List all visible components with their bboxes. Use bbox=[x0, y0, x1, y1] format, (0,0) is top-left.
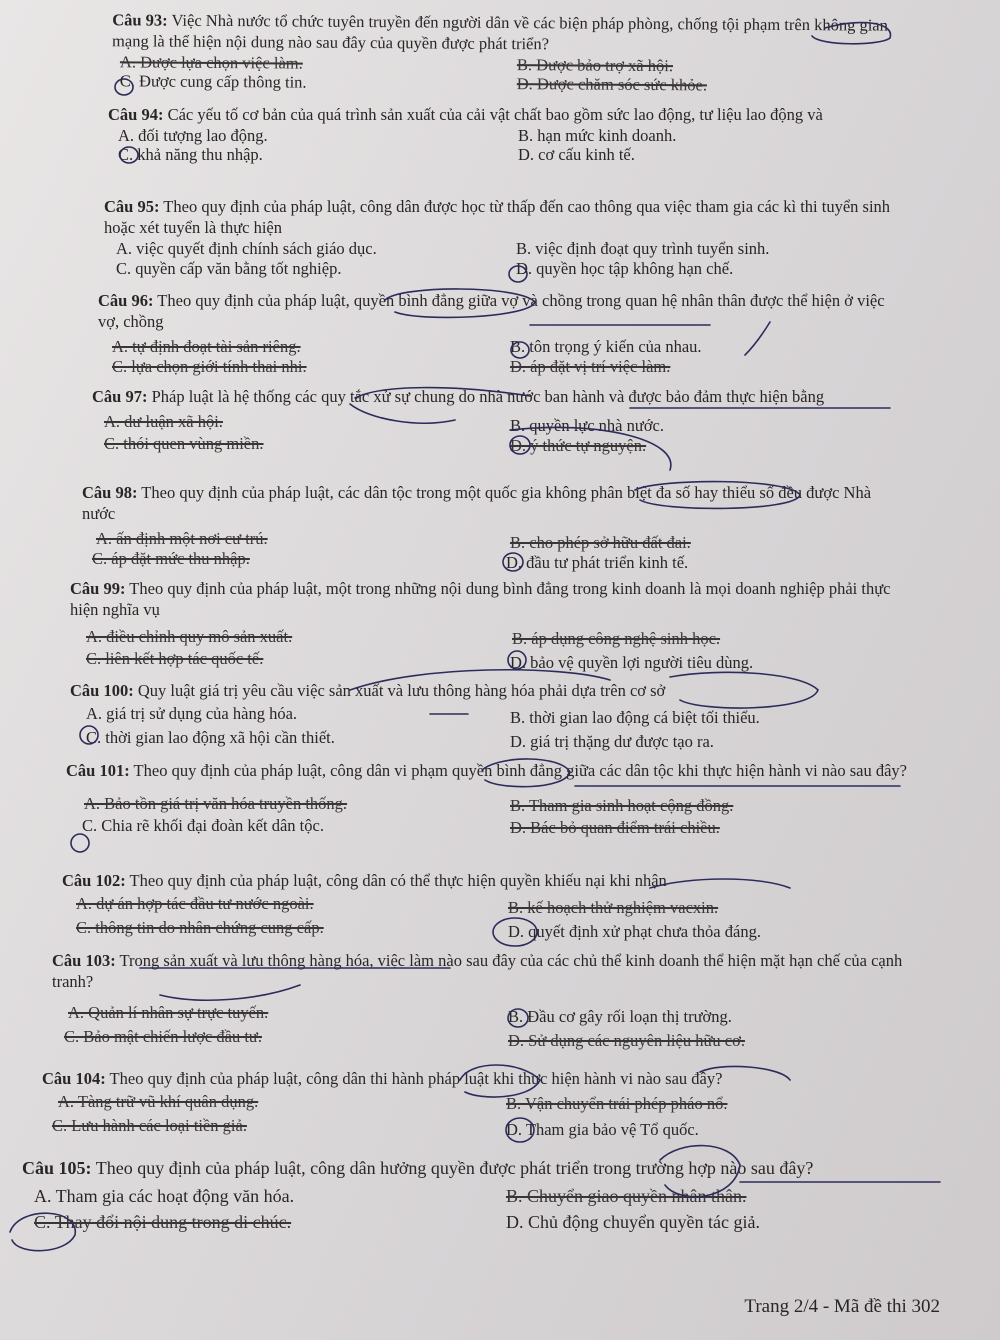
question-95 bbox=[104, 196, 899, 282]
option-a: A. việc quyết định chính sách giáo dục. bbox=[116, 239, 377, 258]
question-stem bbox=[52, 950, 932, 992]
options bbox=[92, 407, 902, 455]
option-a: A. Quản lí nhân sự trực tuyến. bbox=[68, 1003, 269, 1022]
option-c: C. Chia rẽ khối đại đoàn kết dân tộc. bbox=[82, 816, 324, 835]
option-b: B. Chuyển giao quyền nhân thân. bbox=[506, 1186, 747, 1206]
option-b: B. Được bảo trợ xã hội. bbox=[516, 55, 674, 76]
option-c: C. thông tin do nhân chứng cung cấp. bbox=[76, 918, 324, 937]
question-number: Câu 97: bbox=[92, 387, 148, 406]
question-94 bbox=[108, 104, 898, 169]
page-footer: Trang 2/4 - Mã đề thi 302 bbox=[744, 1296, 940, 1317]
question-text: Theo quy định của pháp luật, một trong những nội dung bình đẳng trong kinh doanh là mọi doanh nghiệp phải thực hiện nghĩa vụ bbox=[70, 579, 891, 619]
question-number: Câu 94: bbox=[108, 105, 164, 124]
option-b: B. Vận chuyển trái phép pháo nổ. bbox=[506, 1094, 728, 1113]
option-b: B. thời gian lao động cá biệt tối thiểu. bbox=[510, 708, 760, 727]
option-d: D. quyền học tập không hạn chế. bbox=[516, 259, 734, 278]
question-text: Theo quy định của pháp luật, công dân vi phạm quyền bình đẳng giữa các dân tộc khi thực hiện hành vi nào sau đây? bbox=[133, 761, 908, 780]
option-a: A. tự định đoạt tài sản riêng. bbox=[112, 337, 301, 356]
question-96 bbox=[98, 290, 900, 376]
option-d: D. áp đặt vị trí việc làm. bbox=[510, 357, 671, 376]
question-stem bbox=[104, 196, 899, 238]
option-a: A. điều chỉnh quy mô sản xuất. bbox=[86, 627, 293, 646]
question-stem bbox=[62, 870, 932, 891]
question-number: Câu 96: bbox=[98, 291, 154, 310]
option-d: D. Chủ động chuyển quyền tác giả. bbox=[506, 1212, 760, 1232]
question-text: Pháp luật là hệ thống các quy tắc xử sự chung do nhà nước ban hành và được bảo đảm thực hiện bằng bbox=[151, 387, 825, 406]
question-stem bbox=[98, 290, 900, 332]
option-d: D. quyết định xử phạt chưa thỏa đáng. bbox=[508, 922, 761, 941]
question-101 bbox=[66, 760, 926, 837]
option-a: A. giá trị sử dụng của hàng hóa. bbox=[86, 704, 298, 723]
options bbox=[104, 238, 899, 282]
option-d: D. Sử dụng các nguyên liệu hữu cơ. bbox=[508, 1031, 745, 1050]
question-number: Câu 100: bbox=[70, 681, 134, 700]
option-c: C. thời gian lao động xã hội cần thiết. bbox=[86, 728, 335, 747]
question-number: Câu 104: bbox=[42, 1069, 106, 1088]
option-b: B. tôn trọng ý kiến của nhau. bbox=[510, 337, 702, 356]
answer-circle-101 bbox=[71, 834, 89, 852]
question-103 bbox=[52, 950, 932, 1050]
question-104 bbox=[42, 1068, 932, 1139]
option-b: B. hạn mức kinh doanh. bbox=[518, 126, 677, 145]
option-b: B. quyền lực nhà nước. bbox=[510, 416, 664, 435]
option-a: A. Được lựa chọn việc làm. bbox=[119, 52, 303, 73]
question-text: Theo quy định của pháp luật, quyền bình đẳng giữa vợ và chồng trong quan hệ nhân thân được thể hiện ở việc vợ, chồng bbox=[98, 291, 885, 331]
option-a: A. Tham gia các hoạt động văn hóa. bbox=[34, 1186, 295, 1206]
question-number: Câu 93: bbox=[112, 10, 168, 30]
question-number: Câu 95: bbox=[104, 197, 160, 216]
options bbox=[98, 332, 900, 376]
option-d: D. cơ cấu kinh tế. bbox=[518, 145, 635, 164]
question-98 bbox=[82, 482, 902, 572]
option-c: C. khả năng thu nhập. bbox=[118, 145, 263, 164]
question-number: Câu 105: bbox=[22, 1158, 92, 1178]
option-d: D. bảo vệ quyền lợi người tiêu dùng. bbox=[510, 653, 754, 672]
question-stem bbox=[112, 9, 902, 57]
options bbox=[70, 701, 910, 751]
option-a: A. Tàng trữ vũ khí quân dụng. bbox=[58, 1092, 259, 1111]
option-c: C. quyền cấp văn bằng tốt nghiệp. bbox=[116, 259, 342, 278]
options bbox=[22, 1180, 942, 1232]
options bbox=[70, 620, 910, 672]
option-c: C. Thay đổi nội dung trong di chúc. bbox=[34, 1212, 292, 1232]
question-text: Theo quy định của pháp luật, công dân hưởng quyền được phát triển trong trường hợp nào sau đây? bbox=[95, 1158, 814, 1178]
option-a: A. dự án hợp tác đầu tư nước ngoài. bbox=[76, 894, 314, 913]
question-text: Trong sản xuất và lưu thông hàng hóa, việc làm nào sau đây của các chủ thể kinh doanh thể hiện mặt hạn chế của cạnh tranh? bbox=[52, 951, 903, 991]
option-c: C. Bảo mật chiến lược đầu tư. bbox=[64, 1027, 262, 1046]
option-d: D. Tham gia bảo vệ Tổ quốc. bbox=[506, 1120, 699, 1139]
option-c: C. liên kết hợp tác quốc tế. bbox=[86, 649, 264, 668]
question-stem bbox=[70, 680, 910, 701]
question-text: Theo quy định của pháp luật, công dân thi hành pháp luật khi thực hiện hành vi nào sau đây? bbox=[109, 1069, 723, 1088]
question-stem bbox=[92, 386, 902, 407]
option-b: B. Đầu cơ gây rối loạn thị trường. bbox=[508, 1007, 732, 1026]
question-text: Theo quy định của pháp luật, công dân có thể thực hiện quyền khiếu nại khi nhận bbox=[129, 871, 667, 890]
question-number: Câu 101: bbox=[66, 761, 130, 780]
option-b: B. áp dụng công nghệ sinh học. bbox=[512, 629, 721, 648]
option-b: B. cho phép sở hữu đất đai. bbox=[510, 533, 691, 552]
options bbox=[108, 125, 898, 169]
question-97 bbox=[92, 386, 902, 455]
question-text: Theo quy định của pháp luật, các dân tộc trong một quốc gia không phân biệt đa số hay thiểu số đều được Nhà nước bbox=[82, 483, 872, 523]
question-number: Câu 99: bbox=[70, 579, 126, 598]
question-stem bbox=[42, 1068, 932, 1089]
option-d: D. giá trị thặng dư được tạo ra. bbox=[510, 732, 714, 751]
option-a: A. dư luận xã hội. bbox=[104, 412, 223, 431]
options bbox=[52, 992, 932, 1050]
option-c: C. Lưu hành các loại tiền giả. bbox=[52, 1116, 247, 1135]
question-number: Câu 103: bbox=[52, 951, 116, 970]
option-d: D. ý thức tự nguyện. bbox=[510, 436, 647, 455]
option-c: C. Được cung cấp thông tin. bbox=[119, 71, 307, 92]
option-b: B. Tham gia sinh hoạt cộng đồng. bbox=[510, 796, 734, 815]
option-a: A. đối tượng lao động. bbox=[118, 126, 268, 145]
option-a: A. ấn định một nơi cư trú. bbox=[96, 529, 268, 548]
question-stem bbox=[70, 578, 910, 620]
option-b: B. kế hoạch thử nghiệm vacxin. bbox=[508, 898, 719, 917]
question-102 bbox=[62, 870, 932, 941]
question-105 bbox=[22, 1156, 942, 1232]
question-text: Các yếu tố cơ bản của quá trình sản xuất của cải vật chất bao gồm sức lao động, tư liệu lao động và bbox=[167, 105, 823, 124]
question-number: Câu 102: bbox=[62, 871, 126, 890]
question-93 bbox=[112, 9, 903, 101]
option-c: C. lựa chọn giới tính thai nhi. bbox=[112, 357, 307, 376]
option-a: A. Bảo tồn giá trị văn hóa truyền thống. bbox=[84, 794, 348, 813]
question-100 bbox=[70, 680, 910, 751]
question-text: Quy luật giá trị yêu cầu việc sản xuất và lưu thông hàng hóa phải dựa trên cơ sở bbox=[137, 681, 666, 700]
question-text: Việc Nhà nước tổ chức tuyên truyền đến người dân về các biện pháp phòng, chống tội phạm trên không gian mạng là thể hiện nội dung nào sau đây của quyền được phát triển? bbox=[112, 10, 888, 54]
option-b: B. việc định đoạt quy trình tuyển sinh. bbox=[516, 239, 770, 258]
question-99 bbox=[70, 578, 910, 672]
options bbox=[112, 51, 902, 101]
option-c: C. áp đặt mức thu nhập. bbox=[92, 549, 250, 568]
options bbox=[62, 891, 932, 941]
question-number: Câu 98: bbox=[82, 483, 138, 502]
question-text: Theo quy định của pháp luật, công dân được học từ thấp đến cao thông qua việc tham gia các kì thi tuyển sinh hoặc xét tuyển là thực hiện bbox=[104, 197, 891, 237]
question-stem bbox=[108, 104, 898, 125]
question-stem bbox=[22, 1156, 942, 1180]
option-d: D. đầu tư phát triển kinh tế. bbox=[506, 553, 689, 572]
question-stem bbox=[66, 760, 926, 781]
options bbox=[82, 524, 902, 572]
question-stem bbox=[82, 482, 902, 524]
option-c: C. thói quen vùng miền. bbox=[104, 434, 264, 453]
options bbox=[66, 781, 926, 837]
option-d: D. Bác bỏ quan điểm trái chiều. bbox=[510, 818, 720, 837]
options bbox=[42, 1089, 932, 1139]
option-d: D. Được chăm sóc sức khỏe. bbox=[516, 74, 708, 95]
